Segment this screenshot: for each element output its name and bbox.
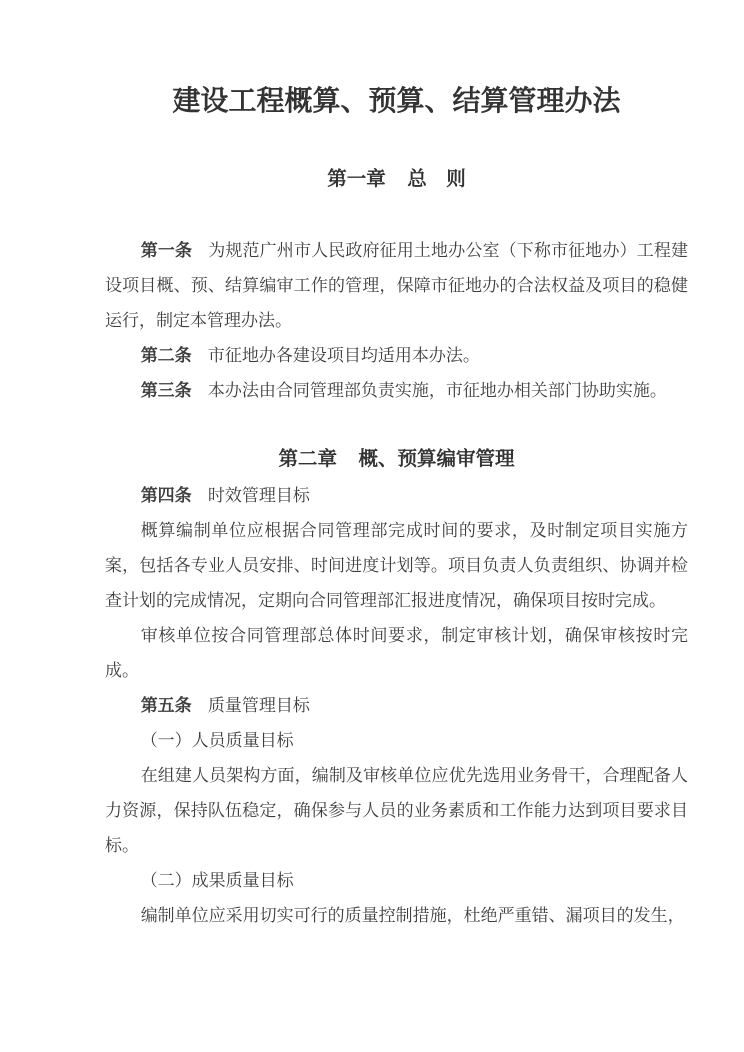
article-label: 第四条: [140, 486, 192, 505]
article-label: 第五条: [140, 696, 192, 715]
article-label: 第二条: [140, 346, 192, 365]
document-title: 建设工程概算、预算、结算管理办法: [172, 86, 621, 117]
body-paragraph: [105, 513, 688, 618]
body-paragraph: [105, 723, 688, 758]
paragraph-text: 概算编制单位应根据合同管理部完成时间的要求，及时制定项目实施方案，包括各专业人员安排、时间进度计划等。项目负责人负责组织、协调并检查计划的完成情况，定期向合同管理部汇报进度情况，确保项目按时完成。: [105, 521, 688, 610]
article-paragraph: [105, 373, 688, 408]
body-paragraph: [105, 898, 688, 933]
article-paragraph: [105, 688, 688, 723]
article-text: 时效管理目标: [207, 486, 310, 505]
paragraph-text: 审核单位按合同管理部总体时间要求，制定审核计划，确保审核按时完成。: [105, 626, 688, 680]
article-text: 市征地办各建设项目均适用本办法。: [207, 346, 480, 365]
paragraph-text: 编制单位应采用切实可行的质量控制措施，杜绝严重错、漏项目的发生，: [140, 906, 685, 925]
article-label: 第三条: [140, 381, 192, 400]
article-paragraph: [105, 233, 688, 338]
chapter-heading: [105, 447, 688, 471]
article-paragraph: [105, 478, 688, 513]
article-paragraph: [105, 338, 688, 373]
article-text: 为规范广州市人民政府征用土地办公室（下称市征地办）工程建设项目概、预、结算编审工作的管理，保障市征地办的合法权益及项目的稳健运行，制定本管理办法。: [105, 241, 689, 330]
article-text: 质量管理目标: [207, 696, 310, 715]
chapter-heading: [105, 167, 688, 191]
article-label: 第一条: [140, 241, 193, 260]
chapter-number: 第二章: [278, 448, 338, 470]
document-body: [105, 167, 688, 933]
chapter-number: 第一章: [327, 168, 386, 190]
paragraph-text: （二）成果质量目标: [140, 871, 294, 890]
paragraph-text: 在组建人员架构方面，编制及审核单位应优先选用业务骨干，合理配备人力资源，保持队伍稳定，确保参与人员的业务素质和工作能力达到项目要求目标。: [105, 766, 688, 855]
body-paragraph: [105, 618, 688, 688]
chapter-title: 总 则: [407, 168, 466, 190]
body-paragraph: [105, 863, 688, 898]
paragraph-text: （一）人员质量目标: [140, 731, 294, 750]
chapter-title: 概、预算编审管理: [358, 448, 515, 470]
body-paragraph: [105, 758, 688, 863]
article-text: 本办法由合同管理部负责实施，市征地办相关部门协助实施。: [207, 381, 667, 400]
